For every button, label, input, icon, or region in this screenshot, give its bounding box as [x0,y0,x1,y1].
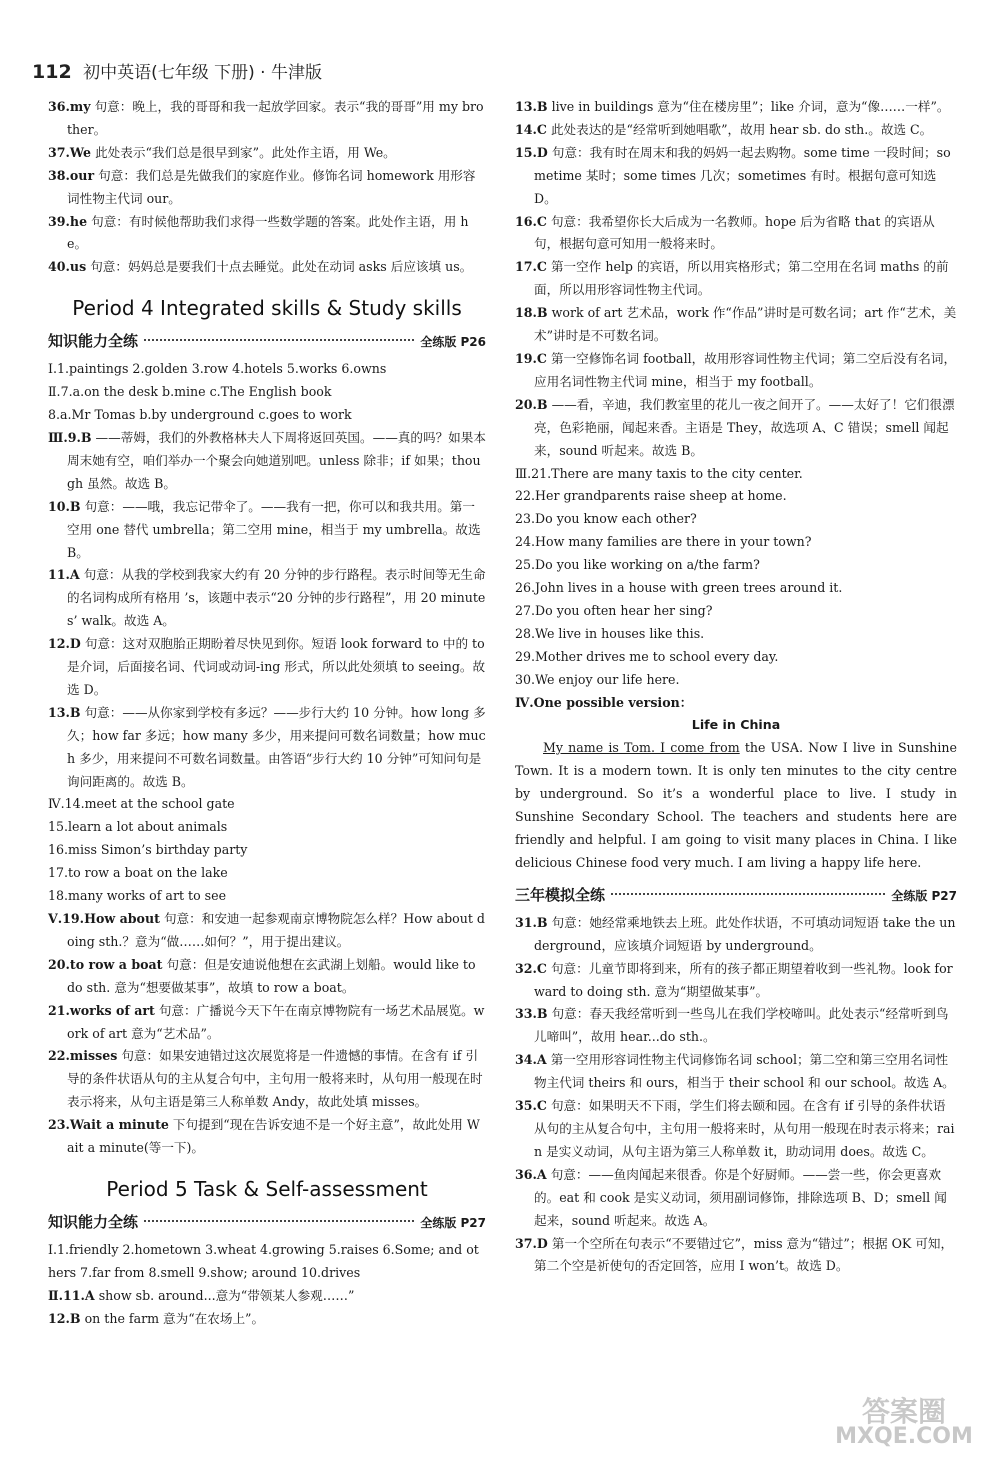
section-title: 知识能力全练 [48,1212,139,1231]
dotted-leader [611,893,885,895]
answer-explanation: show sb. around...意为“带领某人参观……” [98,1287,355,1303]
answer-number: 35.C [515,1098,547,1114]
answer-number: Ⅴ.19.How about [48,911,160,926]
answer-number: 38.our [48,167,95,183]
answer-entry [48,908,486,954]
answer-line: 16.miss Simon’s birthday party [48,842,248,858]
answer-entry [48,165,486,211]
answer-explanation: 句意：——哦，我忘记带伞了。——我有一把，你可以和我共用。第一空用 one 替代 umbrella；第二空用 mine，相当于 my umbrella。故选 B。 [67,498,481,560]
answer-number: 34.A [515,1052,547,1068]
period-4-passage-answers [48,908,486,1160]
answer-explanation: ——看，辛迪，我们教室里的花儿一夜之间开了。——太好了！它们很漂亮，色彩艳丽，闻起来香。主语是 They，故选项 A、C 错误；smell 闻起来，sound 听起来。故选 B。 [534,396,955,458]
answer-explanation: live in buildings 意为“住在楼房里”；like 介词，意为“像……一样”。 [551,99,950,114]
answer-explanation: 句意：和安迪一起参观南京博物院怎么样？How about doing sth.？意为“做……如何？”，用于提出建议。 [67,911,485,949]
answer-explanation: 句意：但是安迪说他想在玄武湖上划船。would like to do sth. 意为“想要做某事”，故填 to row a boat。 [67,956,476,995]
answer-line: 27.Do you often hear her sing? [515,602,713,618]
answer-explanation: 句意：——从你家到学校有多远？——步行大约 10 分钟。how long 多久；how far 多远；how many 多少，用来提问可数名词数量；how much 多少，用来提问不可数名词数量。由答语“步行大约 10 分钟”可知问句是询问距离的。故选 B。 [67,704,486,789]
answer-entry [48,256,486,279]
period-5-short-answers [48,1239,486,1285]
answer-line: Ⅱ.7.a.on the desk b.mine c.The English book [48,384,332,400]
answer-line: 25.Do you like working on a/the farm? [515,557,760,573]
answer-explanation: 第一个空所在句表示“不要错过它”，miss 意为“错过”；根据 OK 可知，第二个空是祈使句的否定回答，应用 I won’t。故选 D。 [534,1235,954,1274]
answer-number: 32.C [515,960,547,976]
answer-explanation: 句意：妈妈总是要我们十点去睡觉。此处在动词 asks 后应该填 us。 [90,259,473,275]
section-title: 知识能力全练 [48,332,139,351]
answer-entry [48,564,486,633]
answer-explanation: 句意：从我的学校到我家大约有 20 分钟的步行路程。表示时间等无生命的名词构成所有格用 ’s，该题中表示“20 分钟的步行路程”，用 20 minutes’ walk。故选 A。 [67,567,486,629]
answers-13-20 [515,96,957,463]
answer-explanation: 句意：她经常乘地铁去上班。此处作状语，不可填动词短语 take the underground，应该填介词短语 by underground。 [534,914,956,953]
answer-entry [48,96,486,142]
answer-explanation: 句意：——鱼肉闻起来很香。你是个好厨师。——尝一些，你会更喜欢的。eat 和 cook 是实义动词，须用副词修饰，排除选项 B、D；smell 闻起来，sound 听起来。故选 A。 [534,1166,947,1228]
answer-explanation: 句意：有时候他帮助我们求得一些数学题的答案。此处作主语，用 he。 [67,213,469,252]
answer-number: 33.B [515,1006,548,1022]
answer-explanation: 句意：春天我经常听到一些鸟儿在我们学校啼叫。此处表示“经常听到鸟儿啼叫”，故用 hear...do sth.。 [534,1006,949,1045]
dotted-leader [144,339,414,341]
answer-line: 22.Her grandparents raise sheep at home. [515,488,787,504]
answer-number: 13.B [48,704,81,720]
answer-entry [48,1308,486,1331]
answer-line: 30.We enjoy our life here. [515,671,680,687]
answer-entry [48,1285,486,1308]
answer-number: 31.B [515,914,548,930]
answer-line: 24.How many families are there in your town? [515,534,812,550]
answer-line: 26.John lives in a house with green trees around it. [515,580,843,596]
answer-number: 20.B [515,396,548,412]
answer-number: Ⅲ.9.B [48,429,92,445]
answer-number: 37.We [48,144,92,160]
page-header [32,58,322,83]
answer-entry [48,496,486,565]
answer-line: 18.many works of art to see [48,888,227,904]
answer-explanation: 句意：我们总是先做我们的家庭作业。修饰名词 homework 用形容词性物主代词 our。 [67,167,476,206]
period-4-short-answers [48,358,486,427]
answer-explanation: 此处表示“我们总是很早到家”。此处作主语，用 We。 [95,144,396,160]
answer-explanation: 句意：广播说今天下午在南京博物院有一场艺术品展览。work of art 意为“艺术品”。 [67,1002,485,1041]
answer-entry [48,142,486,165]
watermark-line1: 答案圈 [861,1395,947,1428]
period-5-title: Period 5 Task & Self-assessment [106,1176,428,1201]
answer-line: 17.to row a boat on the lake [48,865,228,881]
answer-entry [48,702,486,794]
answer-number: 36.A [515,1166,547,1182]
answer-entry [515,1164,957,1233]
section-page-ref: 全练版 P26 [420,335,486,350]
answer-number: 10.B [48,498,81,514]
answer-line: Ⅰ.1.paintings 2.golden 3.row 4.hotels 5.works 6.owns [48,361,387,377]
answer-entry [515,302,957,348]
answer-entry [515,96,957,119]
section-title: 三年模拟全练 [515,885,606,904]
answer-explanation: 第一空修饰名词 football，故用形容词性物主代词；第二空后没有名词，应用名词性物主代词 mine，相当于 my football。 [534,350,957,389]
answer-entry [515,256,957,302]
period-5-section-header [48,1210,486,1235]
answer-explanation: 句意：我希望你长大后成为一名教师。hope 后为省略 that 的宾语从句，根据句意可知用一般将来时。 [534,213,935,252]
answer-entry [515,1233,957,1279]
period-4-explanations [48,427,486,794]
answer-number: 40.us [48,259,87,275]
answer-number: 39.he [48,213,88,229]
answer-entry [515,394,957,463]
answer-line: 28.We live in houses like this. [515,625,705,641]
answer-line: 8.a.Mr Tomas b.by underground c.goes to work [48,407,352,423]
answer-number: 18.B [515,305,548,321]
period-4-section-header [48,329,486,354]
answer-entry [48,954,486,1000]
answer-number: 13.B [515,99,548,114]
answer-explanation: on the farm 意为“在农场上”。 [84,1310,265,1326]
answer-line: 15.learn a lot about animals [48,819,228,835]
answer-explanation: 句意：如果明天不下雨，学生们将去颐和园。在含有 if 引导的条件状语从句的主从复合句中，主句用一般将来时，从句用一般现在时表示将来；rain 是实义动词，从句主语为第三人称单数 it，助动词用 does。故选 C。 [534,1098,955,1159]
answer-explanation: 句意：如果安迪错过这次展览将是一件遗憾的事情。在含有 if 引导的条件状语从句的主从复合句中，主句用一般将来时，从句用一般现在时表示将来，从句主语是第三人称单数 Andy，故此处填 misses。 [67,1048,483,1110]
answer-entry [515,119,957,142]
section-page-ref: 全练版 P27 [420,1215,486,1230]
essay-text: the USA. Now I live in Sunshine Town. It is a modern town. It is only ten minutes to the city centre by underground. So it’s a wonderful place to live. I study in Sunshine Secondary School. The teachers and students here are friendly and helpful. I am going to visit many places in China. I like delicious Chinese food very much. I am living a happy life here. [515,740,957,870]
watermark-logo [792,1389,992,1449]
answer-explanation: work of art 艺术品，work 作“作品”讲时是可数名词；art 作“艺术，美术”讲时是不可数名词。 [534,305,957,344]
answer-explanation: 第一空用形容词性物主代词修饰名词 school；第二空和第三空用名词性物主代词 theirs 和 ours，相当于 their school 和 our school。故选 A。 [534,1052,955,1091]
answer-entry [48,1045,486,1114]
writing-label: Ⅳ.One possible version： [515,694,693,710]
answer-explanation: 句意：这对双胞胎正期盼着尽快见到你。短语 look forward to 中的 to 是介词，后面接名词、代词或动词-ing 形式，所以此处须填 to seeing。故选 D。 [67,636,486,697]
answer-entry [515,1003,957,1049]
book-title: 初中英语(七年级 下册) · 牛津版 [83,63,322,83]
dotted-leader [144,1220,414,1222]
answer-entry [48,633,486,702]
answer-number: 16.C [515,213,547,229]
sentence-answers-21-30 [515,463,957,692]
answer-number: 12.D [48,636,81,652]
answer-explanation: 句意：晚上，我的哥哥和我一起放学回家。表示“我的哥哥”用 my brother。 [67,99,484,137]
answer-line: Ⅲ.21.There are many taxis to the city center. [515,465,803,481]
answer-entry [515,912,957,958]
answer-line: 23.Do you know each other? [515,511,697,527]
left-column [48,96,486,1331]
answer-entry [48,427,486,496]
right-column [515,96,957,1278]
answer-number: 37.D [515,1235,548,1251]
answer-entry [515,1095,957,1164]
answer-number: 23.Wait a minute [48,1117,169,1133]
answers-31-37 [515,912,957,1279]
answer-entry [515,211,957,257]
period-5-explanations [48,1285,486,1331]
answer-line: Ⅳ.14.meet at the school gate [48,796,235,812]
answer-number: 36.my [48,99,91,114]
answer-number: Ⅱ.11.A [48,1287,95,1303]
section-page-ref: 全练版 P27 [891,888,957,903]
answer-explanation: 句意：儿童节即将到来，所有的孩子都正期望着收到一些礼物。look forward to doing sth. 意为“期望做某事”。 [534,960,953,999]
answer-entry [515,958,957,1004]
answer-explanation: 句意：我有时在周末和我的妈妈一起去购物。some time 一段时间；sometime 某时；some times 几次；sometimes 有时。根据句意可知选 D。 [534,144,951,206]
answer-entry [48,1114,486,1160]
answer-explanation: 第一空作 help 的宾语，所以用宾格形式；第二空用在名词 maths 的前面，所以用形容词性物主代词。 [534,259,949,298]
answer-number: 12.B [48,1310,81,1326]
page-number: 112 [32,61,72,83]
watermark-line2: MXQE.COM [835,1424,973,1449]
answer-number: 19.C [515,350,547,366]
answer-number: 15.D [515,144,548,160]
answer-entry [515,142,957,211]
period-4-title: Period 4 Integrated skills & Study skills [72,296,462,321]
essay-body [515,737,957,874]
answer-explanation: 下句提到“现在告诉安迪不是一个好主意”，故此处用 Wait a minute(等一下)。 [67,1117,480,1156]
essay-title: Life in China [691,717,781,733]
section-3-header [515,883,957,908]
answer-explanation: 此处表达的是“经常听到她唱歌”，故用 hear sb. do sth.。故选 C。 [550,121,933,137]
answer-line: Ⅰ.1.friendly 2.hometown 3.wheat 4.growing 5.raises 6.Some; and others 7.far from 8.smell 9.show; around 10.drives [48,1241,479,1280]
answer-line: 29.Mother drives me to school every day. [515,648,779,664]
answer-number: 22.misses [48,1048,118,1064]
answer-entry [515,348,957,394]
answer-number: 21.works of art [48,1002,155,1018]
answer-entry [48,1000,486,1046]
answer-entry [48,211,486,257]
period-4-phrases [48,793,486,908]
answers-36-40 [48,96,486,279]
essay-lead: My name is Tom. I come from [543,740,740,756]
answer-entry [515,1049,957,1095]
answer-number: 11.A [48,567,80,583]
answer-explanation: ——蒂姆，我们的外教格林夫人下周将返回英国。——真的吗？如果本周末她有空，咱们举办一个聚会向她道别吧。unless 除非；if 如果；though 虽然。故选 B。 [67,429,486,491]
answer-number: 20.to row a boat [48,956,163,972]
answer-number: 17.C [515,259,547,275]
answer-number: 14.C [515,121,547,137]
